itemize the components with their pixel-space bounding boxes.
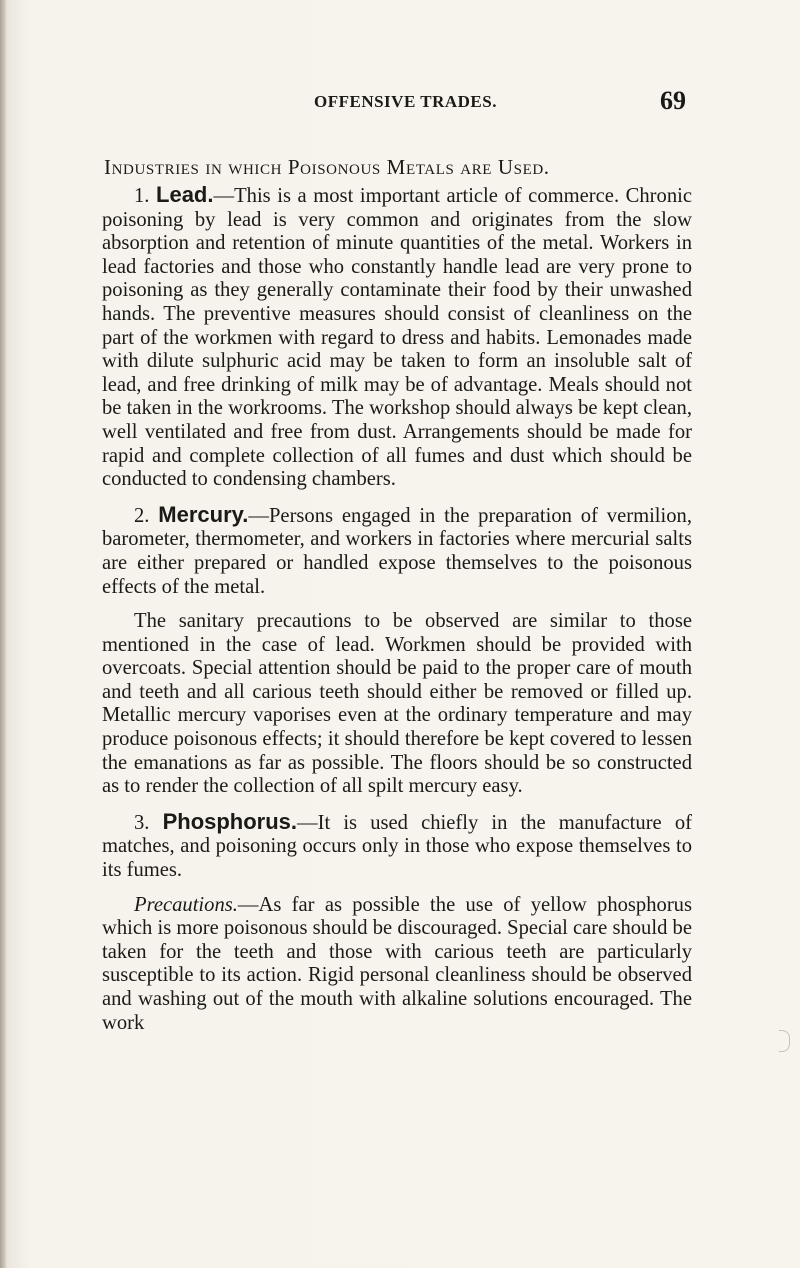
- running-title: OFFENSIVE TRADES.: [314, 92, 497, 111]
- paragraph-phosphorus: [102, 810, 692, 883]
- margin-bracket-mark: [779, 1030, 790, 1052]
- paragraph-lead: [102, 183, 692, 492]
- running-head: [104, 86, 686, 122]
- paragraph-number: 2.: [134, 504, 150, 527]
- term-mercury: Mercury.: [158, 501, 249, 527]
- term-precautions: Precautions.: [134, 893, 238, 916]
- paragraph-text: —This is a most important article of commerce. Chronic poisoning by lead is very common and originates from the slow absorption and retention of minute quantities of the metal. Workers in lead factories and those who constantly handle lead are very prone to poisoning as they generally contaminate their food by their unwashed hands. The preventive measures should consist of cleanliness on the part of the workmen with regard to dress and habits. Lemonades made with dilute sulphuric acid may be taken to form an insoluble salt of lead, and free drinking of milk may be of advantage. Meals should not be taken in the workrooms. The workshop should always be kept clean, well ventilated and free from dust. Arrangements should be made for rapid and complete collection of all fumes and dust which should be conducted to condensing chambers.: [102, 185, 692, 491]
- paragraph-phosphorus-precautions: [102, 894, 692, 1036]
- body-text: [102, 183, 692, 1046]
- paragraph-text: —As far as possible the use of yellow phosphorus which is more poisonous should be discouraged. Special care should be taken for the teeth and those with carious teeth are particularly susceptible to its action. Rigid personal cleanliness should be observed and washing out of the mouth with alkaline solutions encouraged. The work: [102, 893, 692, 1034]
- paragraph-mercury: [102, 503, 692, 599]
- term-phosphorus: Phosphorus.: [162, 808, 298, 834]
- paragraph-text: The sanitary precautions to be observed are similar to those mentioned in the case of lead. Workmen should be provided with overcoats. Special attention should be paid to the proper care of mouth and teeth and all carious teeth should either be removed or filled up. Metallic mercury vaporises even at the ordinary temperature and may produce poisonous effects; it should therefore be kept covered to lessen the emanations as far as possible. The floors should be so constructed as to render the collection of all spilt mercury easy.: [102, 610, 692, 798]
- page-number: 69: [660, 86, 686, 115]
- paragraph-mercury-precautions: [102, 610, 692, 799]
- paragraph-number: 1.: [134, 185, 150, 207]
- page-binding-edge: [0, 0, 6, 1268]
- paragraph-number: 3.: [134, 811, 150, 834]
- paragraph-text: —Persons engaged in the preparation of vermilion, barometer, thermometer, and workers in factories where mercurial salts are either prepared or handled expose themselves to the poisonous effects of the metal.: [102, 504, 692, 598]
- paragraph-text: —It is used chiefly in the manufacture of matches, and poisoning occurs only in those who expose themselves to its fumes.: [102, 811, 692, 882]
- section-heading: Industries in which Poisonous Metals are Used.: [104, 155, 550, 179]
- term-lead: Lead.: [156, 182, 214, 207]
